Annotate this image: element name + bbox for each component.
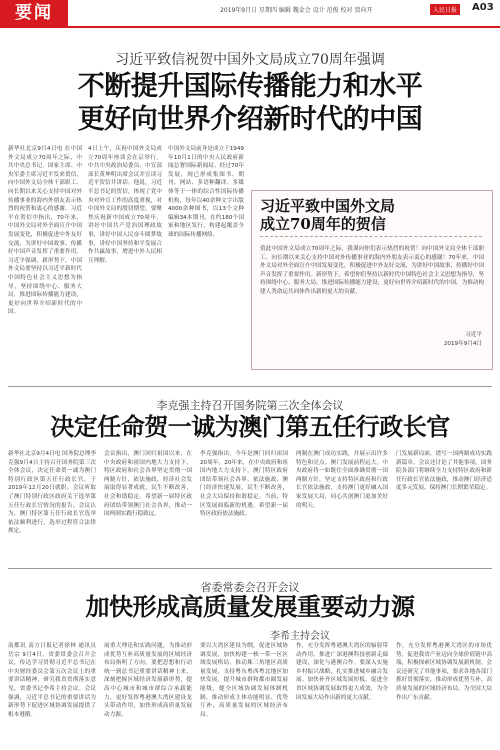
- section-divider: [8, 386, 492, 387]
- signature-date: 2019年9月4日: [443, 340, 482, 347]
- letter-box-title-line1: 习近平致中国外文局: [260, 197, 396, 215]
- article3-byline: 李希主持会议: [270, 631, 330, 642]
- article1-column-1: 新华社北京9月4日电 在中国外文局成立70周年之际，中共中央总书记、国家主席、中央军委主席习近平发来贺信，向中国外文局全体干部职工、向长期以来关心支持中国对外传播事业的海内外朋友表示热烈的祝贺和衷心的感谢。习近平在贺信中指出，70年来，中国外文局对外全面宣介中国发展变化，积极促进中外友好交流，为讲好中国故事、传播好中国声音发挥了重要作用。习近平强调，新形势下，中国外文局要坚持以习近平新时代中国特色社会主义思想为指导，坚持围绕中心、服务大局，推进国际传播能力建设，更好向世界介绍新时代的中国。: [8, 146, 82, 316]
- article2-headline: 决定任命贺一诚为澳门第五任行政长官: [50, 413, 450, 441]
- article2-column-1: 新华社北京9月4日电 国务院总理李克强9月4日主持召开国务院第三次全体会议，决定任命贺一诚为澳门特别行政区第五任行政长官，于2019年12月20日就职。会议听取了澳门特别行政区政府关于选举第五任行政长官情况的报告。会议认为，澳门特区第五任行政长官选举依法顺利进行，选举过程符合法律规定。: [8, 451, 96, 535]
- page-number: A03: [472, 2, 494, 13]
- article1-column-2: 4日上午，庆祝中国外文局成立70周年座谈会在京举行。中共中央政治局委员、中宣部部长黄坤明出席会议并宣读习近平贺信并讲话。他说，习近平总书记的贺信，体现了党中央对外宣工作的高度重视，对中国外文局的殷切期望。要聚焦庆祝新中国成立70周年，讲好中国共产党治国理政故事，讲好中国人民奋斗圆梦故事，讲好中国坚持和平发展合作共赢故事，增进中外人民相互理解。: [88, 146, 162, 264]
- article2-column-3: 李克强指出，今年是澳门回归祖国20周年，20年来，在中央政府和祖国内地大力支持下，澳门特区政府团结带领社会各界，依法施政，澳门经济快速发展，民生不断改善，社会大局保持和谐稳定。当前，特区发展面临新的机遇。希望新一届特区政府依法施政。: [200, 451, 288, 518]
- page-header: [0, 0, 500, 32]
- article3-kicker: 省委常委会召开会议: [200, 581, 300, 594]
- letter-box-body: 值此中国外文局成立70周年之际，我谨向你们表示热烈的祝贺！向中国外文局全体干部职工，向长期以来关心支持中国对外传播事业的海内外朋友表示衷心的感谢！70年来，中国外文局对外全面宣介中国发展变化，积极促进中外友好交流，为讲好中国故事、传播好中国声音发挥了重要作用。新形势下，希望你们坚持以新时代中国特色社会主义思想为指导，坚持围绕中心、服务大局，推进国际传播能力建设，更好向世界介绍新时代的中国，为推动构建人类命运共同体作出新的更大的贡献。: [260, 246, 484, 295]
- article1-column-3: 中国外文局前身是成立于1949年10月1日的中央人民政府新闻总署国际新闻局。经过70年发展，现已形成集图书、期刊、网站、多语种翻译、多媒体等于一体的综合性国际传播机构，每年以40余种文字出版4000余种图书，以13个文种编辑34本期刊，在约180个国家和地区发行，构建起覆盖全球的国际传播网络。: [168, 146, 244, 238]
- issue-info: 2019年9月日 星期四 编辑 魏金会 设计 范俊 校对 贾向开: [220, 7, 373, 14]
- letter-box-title-line2: 成立70周年的贺信: [260, 215, 386, 233]
- article2-kicker: 李克强主持召开国务院第三次全体会议: [156, 399, 344, 412]
- section-divider-2: [8, 568, 492, 569]
- article3-column-1: 南都讯 南方日报记者徐林 通讯员 岳宗 9月4日，省委常委会召开会议，传达学习贯彻习近平总书记在中央财经委员会第五次会议上的重要讲话精神，研究我省贯彻落实意见。省委书记李希主持会议。会议强调，习近平总书记的重要讲话为新形势下促进区域协调发展提供了根本遵循。: [8, 643, 96, 718]
- letter-box-divider: [260, 236, 482, 237]
- article2-column-4: 两制在澳门成功实践，并展示出许多特色和亮点。澳门发展前程远大。中央政府将一如既往全面准确贯彻一国两制方针，坚定支持特区政府和行政长官依法施政，支持澳门更好融入国家发展大局，同心共创澳门更加美好的明天。: [296, 451, 388, 509]
- section-tab: 要闻: [0, 0, 68, 26]
- article1-headline-line1: 不断提升国际传播能力和水平: [77, 71, 423, 102]
- letter-box-signature: [444, 331, 482, 348]
- header-rule: [0, 26, 500, 28]
- article3-column-2: 展重大理论和实践问题，为推动形成优势互补高质量发展的区域经济布局指明了方向。要把思想和行动统一到总书记重要讲话精神上来，深刻把握区域经济发展新形势，提高中心城市和城市群综合承载能力，更好发挥粤港澳大湾区建设龙头带动作用，加快形成高质量发展动力源。: [104, 643, 192, 718]
- article3-column-5: 作，充分发挥粤港澳大湾区的市场优势，促进我省产业迈向全球价值链中高端，积极探索区域协调发展新机制。会议还研究了其他事项，要求各地各部门抓好贯彻落实，推动形成优势互补、高质量发展的区域经济布局，为全国大局作出广东贡献。: [396, 643, 492, 701]
- article1-kicker: 习近平致信祝贺中国外文局成立70周年强调: [115, 52, 385, 68]
- letter-box: [251, 190, 493, 370]
- article3-column-3: 要以大湾区建设为纲，促进区域协调发展，加快构建一核一带一区区域发展格局，推动珠三角地区高质量发展，支持粤东粤西粤北地区加快发展，提升城市群和都市圈发展能级，健全区域协调发展体制机制，推动形成主体功能明显、优势互补、高质量发展的区域经济布局。: [200, 643, 288, 718]
- article2-column-2: 会议指出，澳门回归祖国以来，在中央政府和祖国内地大力支持下，特区政府和社会各界坚定贯彻一国两制方针，依法施政，经济社会发展取得显著成就，民生不断改善，社会和谐稳定。希望新一届特区政府团结带领澳门社会各界，推动一国两制实践行稳致远。: [104, 451, 192, 518]
- paper-badge: 人民日报: [430, 4, 460, 15]
- article3-column-4: 作，充分发挥粤港澳大湾区的辐射带动作用，推进广深港澳科技创新走廊建设，深化与港澳合作。要深入实施乡村振兴战略，扎实推进城乡融合发展。加快补齐区域发展短板，促进全省区域协调发展取得更大成效，为全国发展大局作出新的更大贡献。: [296, 643, 388, 701]
- article2-column-5: 门发展新局面，谱写一国两制成功实践新篇章。会议还讨论了其他事项。国务院各部门将继续全力支持特区政府和新任行政长官依法施政，推动澳门经济适度多元发展，保持澳门长期繁荣稳定。: [396, 451, 492, 492]
- article1-headline-line2: 更好向世界介绍新时代的中国: [77, 104, 423, 135]
- article3-headline: 加快形成高质量发展重要动力源: [85, 593, 415, 621]
- signature-name: 习近平: [465, 332, 482, 338]
